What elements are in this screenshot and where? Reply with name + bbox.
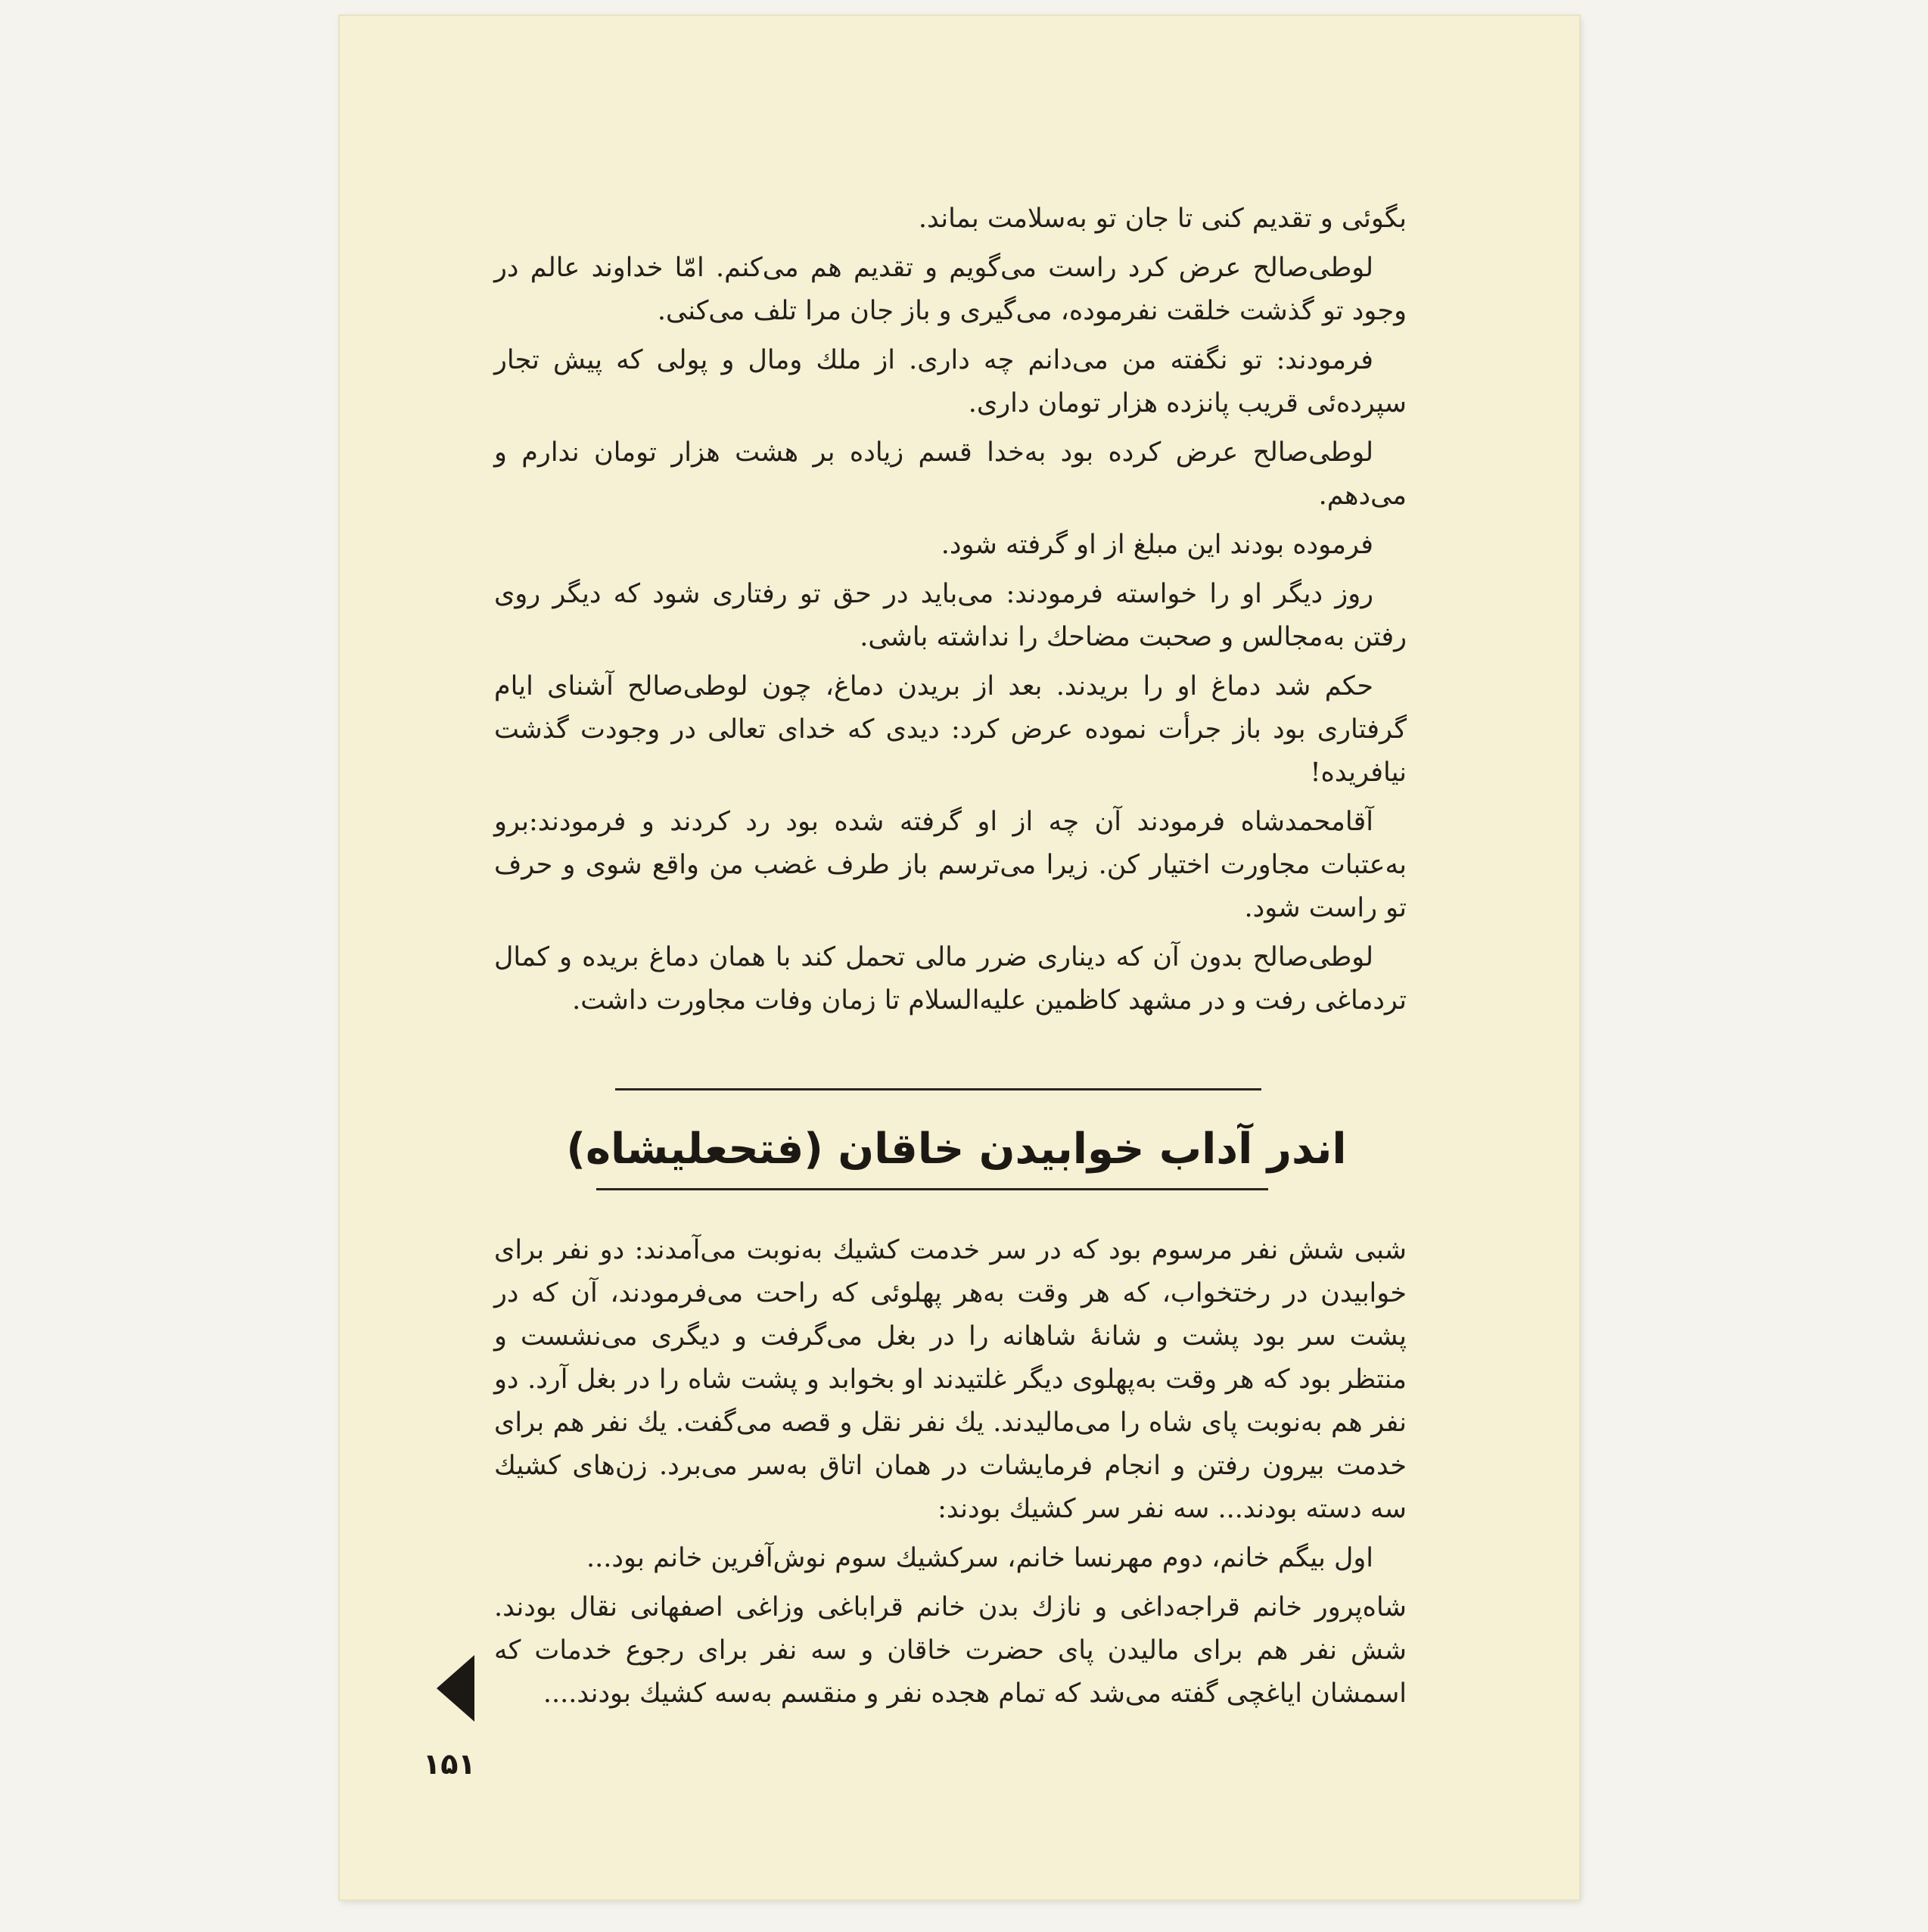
paragraph: روز دیگر او را خواسته فرمودند: می‌باید در حق تو رفتاری شود که دیگر روی رفتن به‌مجالس و صحبت مضاحك را نداشته باشی. — [494, 579, 1407, 652]
top-text-block — [494, 198, 1407, 1028]
heading-rule-top — [615, 1088, 1261, 1090]
book-page — [340, 16, 1579, 1899]
paragraph: لوطی‌صالح بدون آن که دیناری ضرر مالی تحمل کند با همان دماغ بریده و کمال تردماغی رفت و در مشهد کاظمین علیه‌السلام تا زمان وفات مجاورت داشت. — [494, 942, 1407, 1016]
paragraph: لوطی‌صالح عرض کرده بود به‌خدا قسم زیاده بر هشت هزار تومان ندارم و می‌دهم. — [494, 437, 1407, 511]
paragraph: فرموده بودند این مبلغ از او گرفته شود. — [941, 530, 1373, 560]
heading-rule-bottom — [596, 1188, 1268, 1190]
section-heading: اندر آداب خوابیدن خاقان (فتحعلیشاه) — [566, 1125, 1347, 1174]
paragraph: لوطی‌صالح عرض کرد راست می‌گویم و تقدیم هم می‌کنم. امّا خداوند عالم در وجود تو گذشت خلقت نفرموده، می‌گیری و باز جان مرا تلف می‌کنی. — [494, 253, 1407, 326]
bottom-text-block — [494, 1229, 1407, 1722]
paragraph: اول بیگم خانم، دوم مهرنسا خانم، سرکشیك سوم نوش‌آفرین خانم بود... — [586, 1543, 1373, 1573]
paragraph: آقامحمدشاه فرمودند آن چه از او گرفته شده بود رد کردند و فرمودند:برو به‌عتبات مجاورت اختیار کن. زیرا می‌ترسم باز طرف غضب من واقع شوی و حرف تو راست شود. — [494, 807, 1407, 923]
paragraph: فرمودند: تو نگفته من می‌دانم چه داری. از ملك ومال و پولی که پیش تجار سپرده‌ئی قریب پانزده هزار تومان داری. — [494, 345, 1407, 418]
paragraph: شاه‌پرور خانم قراجه‌داغی و نازك بدن خانم قراباغی وزاغی اصفهانی نقال بودند. شش نفر هم برای مالیدن پای حضرت خاقان و سه نفر برای رجوع خدمات که اسمشان اياغچی گفته می‌شد که تمام هجده نفر و منقسم به‌سه کشیك بودند.... — [494, 1592, 1407, 1709]
page-number: ۱۵۱ — [423, 1747, 476, 1781]
page-marker-triangle-icon — [437, 1655, 474, 1722]
paragraph: شبی شش نفر مرسوم بود که در سر خدمت کشیك به‌نوبت می‌آمدند: دو نفر برای خوابیدن در رختخواب، که هر وقت به‌هر پهلوئی که راحت می‌فرمودند، آن که در پشت سر بود پشت و شانهٔ شاهانه را در بغل می‌گرفت و دیگری می‌نشست و منتظر بود که هر وقت به‌پهلوی دیگر غلتیدند او بخوابد و پشت شاه را در بغل آرد. دو نفر هم به‌نوبت پای شاه را می‌مالیدند. یك نفر نقل و قصه می‌گفت. یك نفر هم برای خدمت بیرون رفتن و انجام فرمایشات در همان اتاق به‌سر می‌برد. زن‌های کشیك سه دسته بودند... سه نفر سر کشیك بودند: — [494, 1235, 1407, 1524]
paragraph: بگوئی و تقدیم کنی تا جان تو به‌سلامت بماند. — [918, 204, 1407, 234]
paragraph: حکم شد دماغ او را بریدند. بعد از بریدن دماغ، چون لوطی‌صالح آشنای ایام گرفتاری بود باز جرأت نموده عرض کرد: دیدی که خدای تعالی در وجودت گذشت نیافریده! — [494, 671, 1407, 788]
